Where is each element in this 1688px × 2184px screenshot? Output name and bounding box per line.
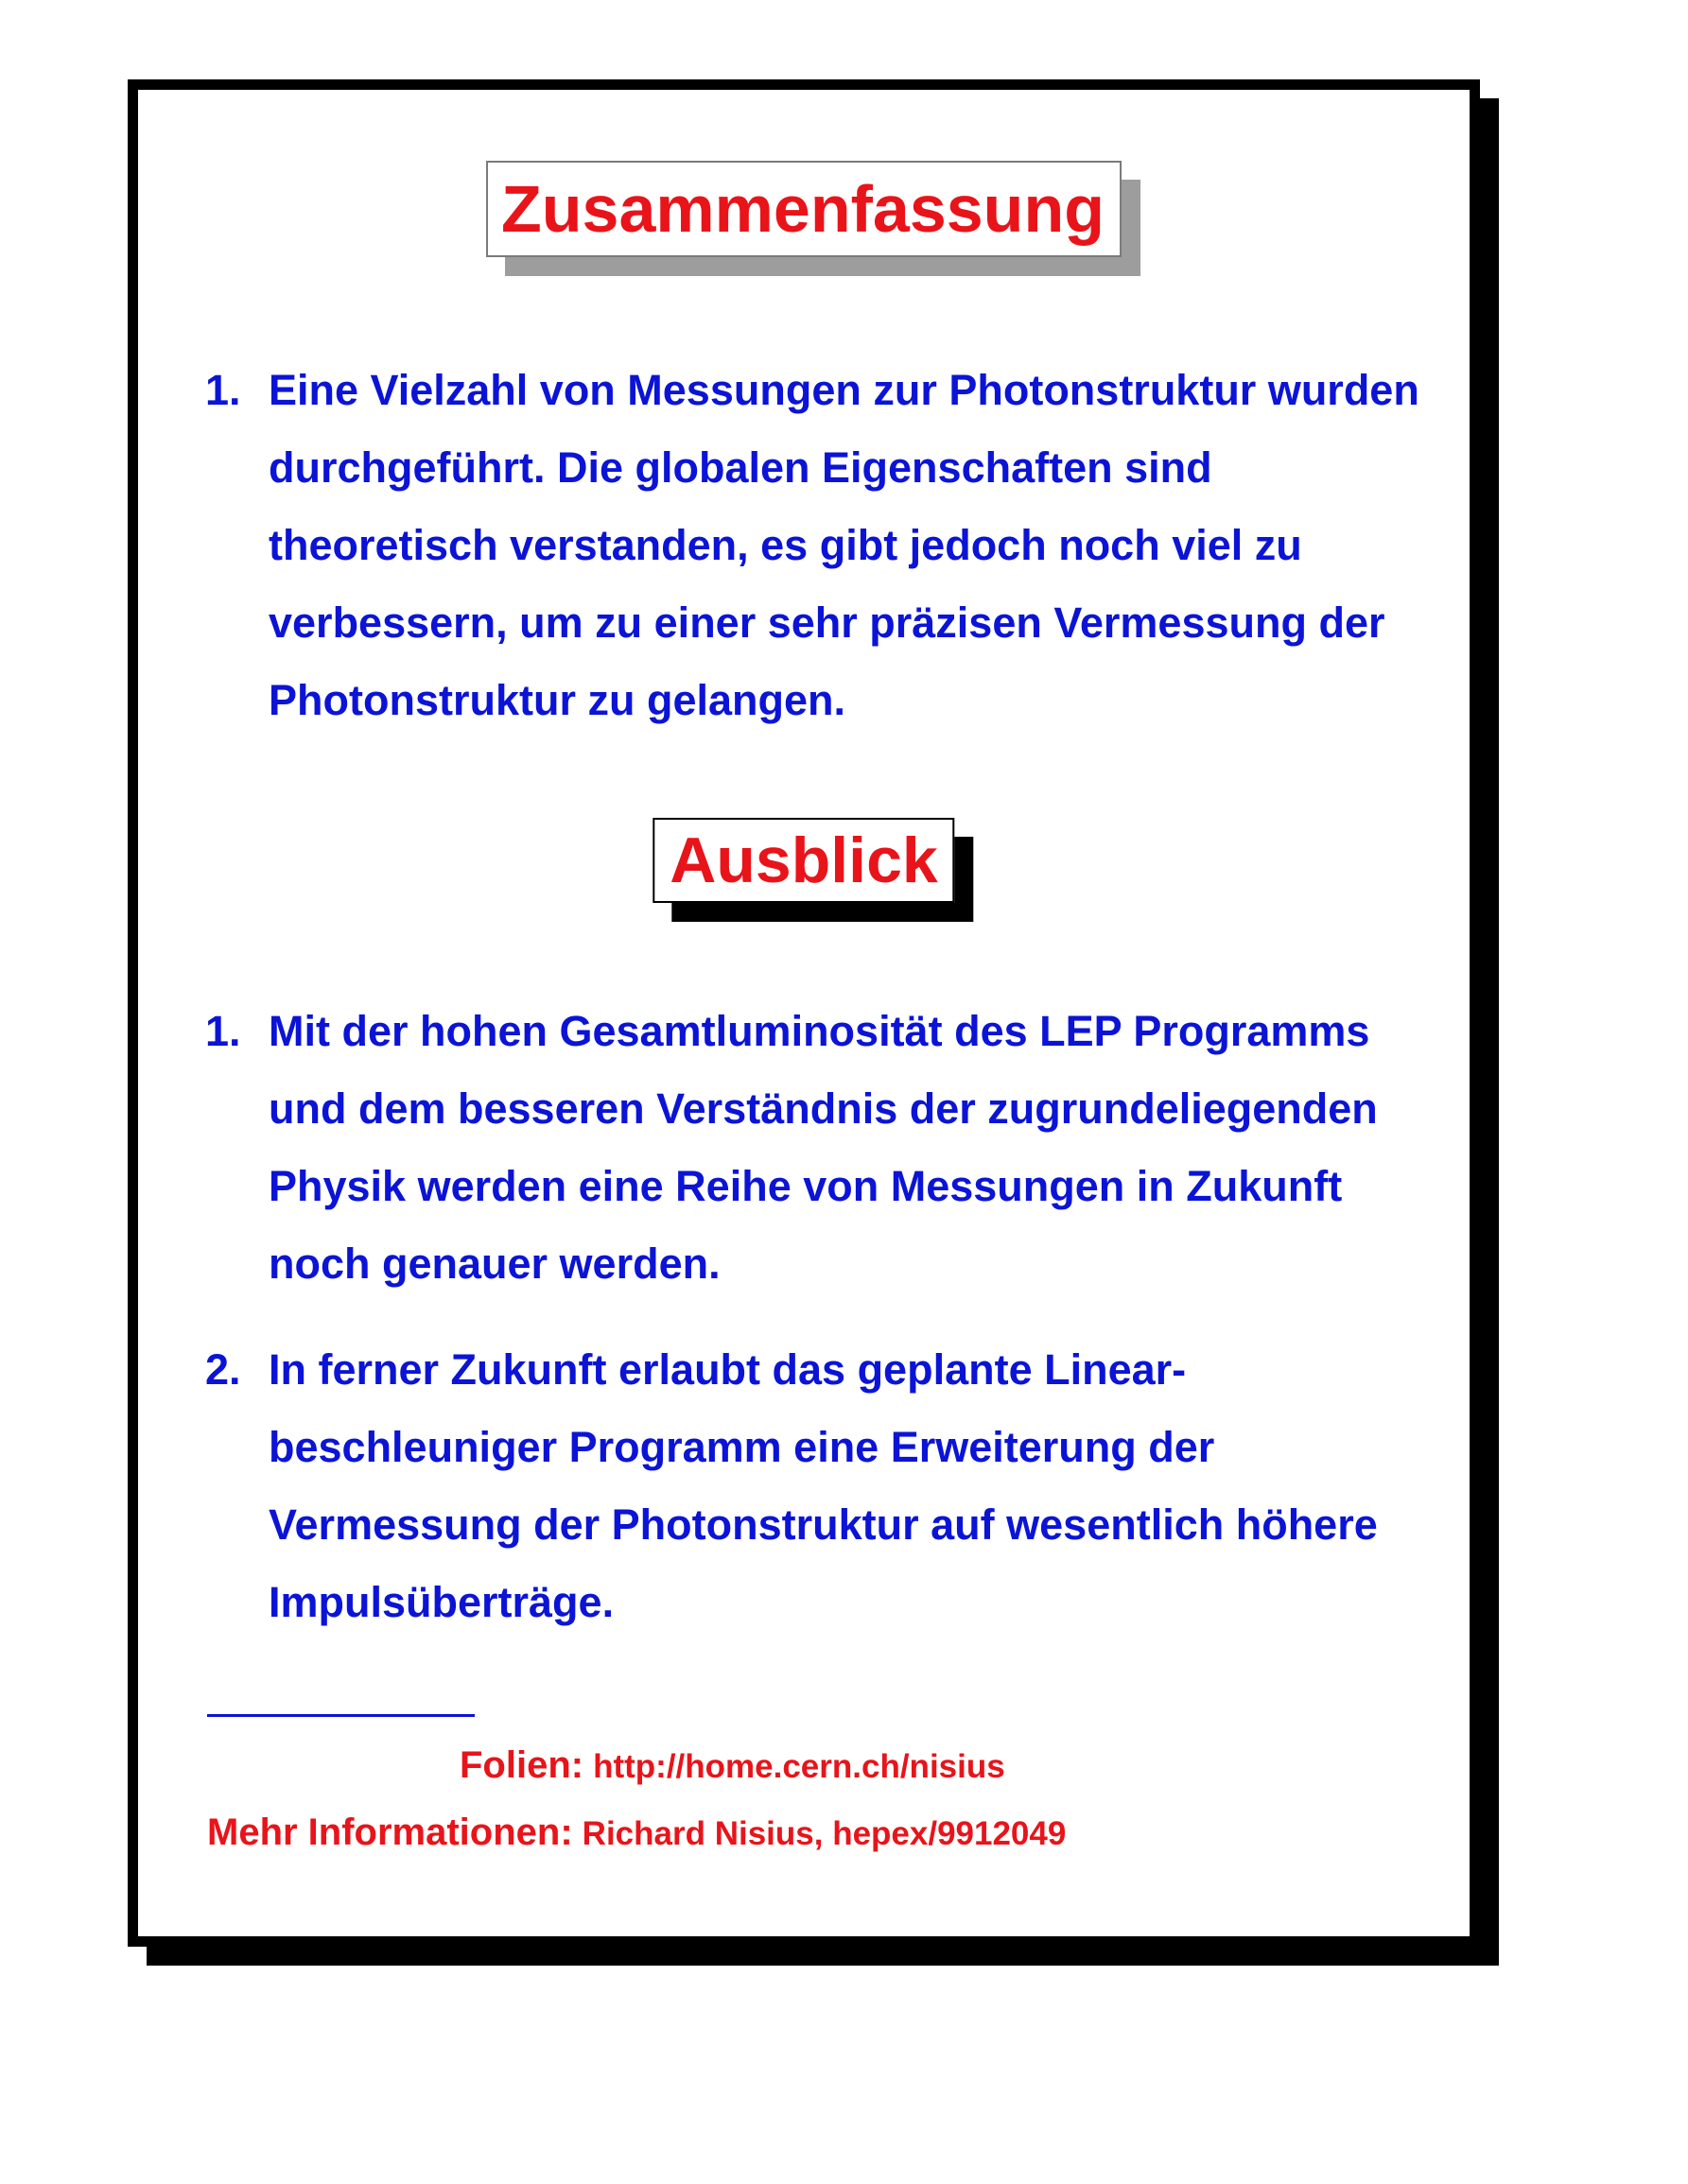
outlook-heading-label: Ausblick <box>653 818 954 903</box>
summary-heading <box>486 161 1122 257</box>
outlook-list <box>138 993 1470 1641</box>
outlook-item-text: Mit der hohen Gesamtluminosität des LEP Programms und dem besseren Verständnis der zugrundeliegenden Physik werden eine Reihe von Messungen in Zukunft noch genauer werden. <box>269 1007 1378 1288</box>
footnote-divider <box>207 1714 475 1717</box>
outlook-item-number: 2. <box>205 1345 241 1394</box>
footer-slides-link[interactable]: http://home.cern.ch/nisius <box>593 1748 1005 1785</box>
footer-info-reference: Richard Nisius, hepex/9912049 <box>582 1815 1067 1852</box>
summary-list-item <box>138 352 1470 739</box>
slide-frame <box>128 79 1480 1947</box>
outlook-item-number: 1. <box>205 1007 241 1055</box>
outlook-heading <box>653 818 954 903</box>
footer-slides-label: Folien: <box>460 1744 584 1786</box>
outlook-item-text: In ferner Zukunft erlaubt das geplante Linear-beschleuniger Programm eine Erweiterung der Vermessung der Photonstruktur auf wesentlich höhere Impulsüberträge. <box>269 1345 1378 1626</box>
summary-heading-label: Zusammenfassung <box>486 161 1122 257</box>
outlook-list-item <box>138 1331 1470 1641</box>
footer-info-label: Mehr Informationen: <box>207 1811 573 1853</box>
footer-slides-line <box>460 1744 1005 1787</box>
summary-list <box>138 352 1470 739</box>
footer-info-line <box>207 1811 1066 1854</box>
outlook-list-item <box>138 993 1470 1303</box>
summary-item-number: 1. <box>205 366 241 414</box>
summary-item-text: Eine Vielzahl von Messungen zur Photonstruktur wurden durchgeführt. Die globalen Eigenschaften sind theoretisch verstanden, es gibt jedoch noch viel zu verbessern, um zu einer sehr präzisen Vermessung der Photonstruktur zu gelangen. <box>269 366 1419 724</box>
